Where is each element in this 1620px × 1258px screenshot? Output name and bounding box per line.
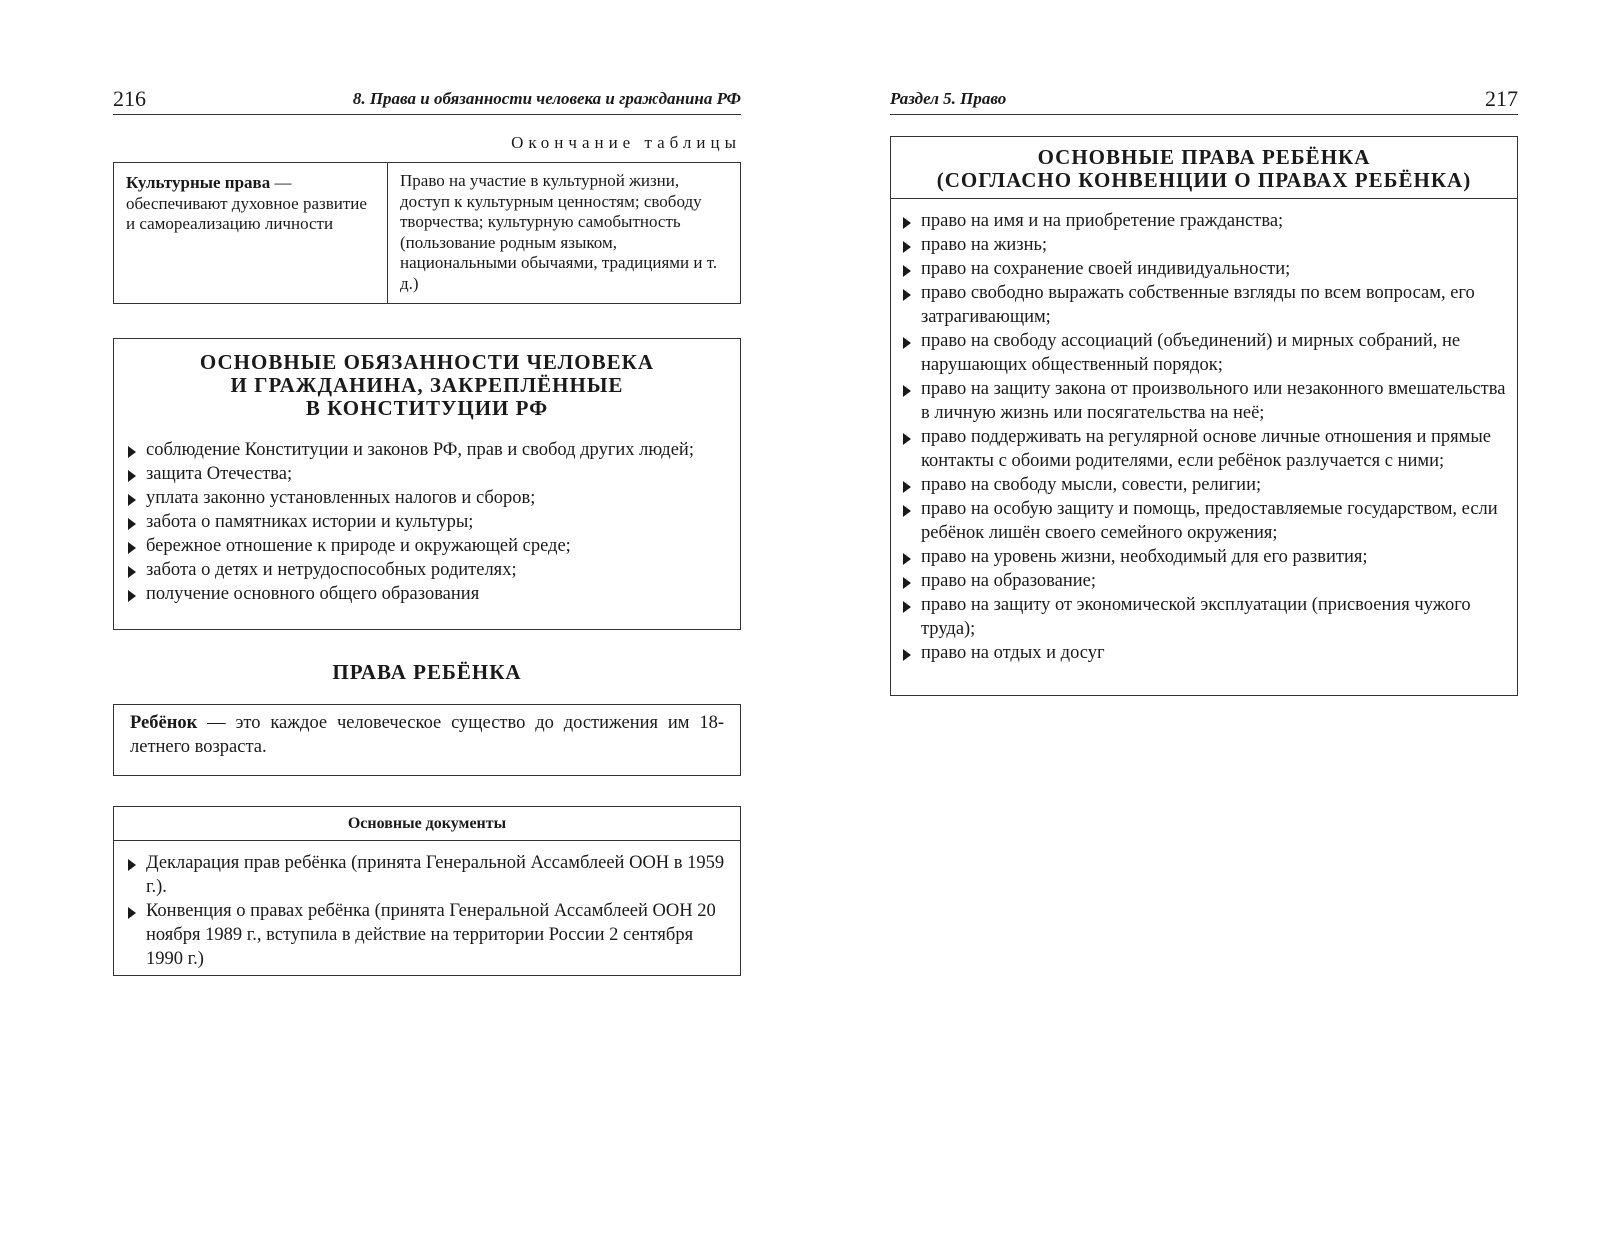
list-item xyxy=(126,510,728,534)
list-item-text: получение основного общего образования xyxy=(146,584,480,604)
bullet-triangle-icon xyxy=(128,859,136,871)
list-item xyxy=(901,593,1507,641)
left-page xyxy=(113,0,741,1258)
list-item-text: право на образование; xyxy=(921,571,1097,591)
bullet-triangle-icon xyxy=(903,289,911,301)
list-item-text: право на защиту от экономической эксплуатации (присвоения чужого труда); xyxy=(921,595,1471,639)
list-item xyxy=(901,473,1507,497)
list-item xyxy=(901,329,1507,377)
list-item xyxy=(901,425,1507,473)
list-item xyxy=(126,438,728,462)
bullet-triangle-icon xyxy=(128,494,136,506)
bullet-triangle-icon xyxy=(903,385,911,397)
bullet-triangle-icon xyxy=(903,553,911,565)
child-definition-term: Ребёнок xyxy=(130,713,198,733)
list-item xyxy=(901,233,1507,257)
bullet-triangle-icon xyxy=(903,505,911,517)
child-definition-box xyxy=(113,704,741,776)
bullet-triangle-icon xyxy=(128,907,136,919)
convention-rights-box xyxy=(890,136,1518,696)
bullet-triangle-icon xyxy=(128,470,136,482)
duties-list xyxy=(126,438,728,606)
duties-title-line: ОСНОВНЫЕ ОБЯЗАННОСТИ ЧЕЛОВЕКА xyxy=(199,350,655,374)
bullet-triangle-icon xyxy=(903,601,911,613)
child-definition-text: — это каждое человеческое существо до достижения им 18-летнего возраста. xyxy=(130,713,724,757)
bullet-triangle-icon xyxy=(903,217,911,229)
convention-title-line: ОСНОВНЫЕ ПРАВА РЕБЁНКА xyxy=(1037,145,1371,169)
table-continued-label: Окончание таблицы xyxy=(511,133,741,152)
bullet-triangle-icon xyxy=(128,542,136,554)
list-item-text: право поддерживать на регулярной основе личные отношения и прямые контакты с обоими родителями, если ребёнок разлучается с ними; xyxy=(921,427,1491,471)
bullet-triangle-icon xyxy=(128,446,136,458)
list-item-text: забота о памятниках истории и культуры; xyxy=(146,512,474,532)
cultural-rights-term: Культурные права xyxy=(126,173,271,192)
bullet-triangle-icon xyxy=(903,241,911,253)
list-item xyxy=(126,534,728,558)
list-item xyxy=(901,641,1507,665)
bullet-triangle-icon xyxy=(903,337,911,349)
list-item-text: Конвенция о правах ребёнка (принята Генеральной Ассамблеей ООН 20 ноября 1989 г., вступила в действие на территории России 2 сентября 1990 г.) xyxy=(146,901,716,969)
bullet-triangle-icon xyxy=(903,481,911,493)
list-item xyxy=(126,582,728,606)
list-item-text: Декларация прав ребёнка (принята Генеральной Ассамблеей ООН в 1959 г.). xyxy=(146,853,725,897)
convention-title-line: (СОГЛАСНО КОНВЕНЦИИ О ПРАВАХ РЕБЁНКА) xyxy=(936,168,1472,192)
bullet-triangle-icon xyxy=(128,566,136,578)
duties-title xyxy=(114,339,740,420)
list-item-text: уплата законно установленных налогов и сборов; xyxy=(146,488,536,508)
list-item-text: забота о детях и нетрудоспособных родителях; xyxy=(146,560,517,580)
list-item xyxy=(901,497,1507,545)
duties-title-line: В КОНСТИТУЦИИ РФ xyxy=(305,396,549,420)
list-item xyxy=(126,558,728,582)
list-item xyxy=(126,899,728,971)
list-item-text: право на свободу мысли, совести, религии; xyxy=(921,475,1262,495)
bullet-triangle-icon xyxy=(903,649,911,661)
documents-list xyxy=(126,851,728,971)
running-title: 8. Права и обязанности человека и гражданина РФ xyxy=(352,89,741,108)
list-item-text: право на отдых и досуг xyxy=(921,643,1105,663)
list-item xyxy=(126,486,728,510)
table-cell-content: Право на участие в культурной жизни, доступ к культурным ценностям; свободу творчества; культурную самобытность (пользование родным языком, национальными обычаями, традициями и т. д.) xyxy=(400,171,718,293)
list-item-text: право на имя и на приобретение гражданства; xyxy=(921,211,1284,231)
documents-box xyxy=(113,806,741,976)
duties-box xyxy=(113,338,741,630)
bullet-triangle-icon xyxy=(903,433,911,445)
convention-title xyxy=(891,137,1517,199)
list-item xyxy=(901,257,1507,281)
list-item xyxy=(901,209,1507,233)
list-item-text: право на свободу ассоциаций (объединений) и мирных собраний, не нарушающих общественный порядок; xyxy=(921,331,1461,375)
list-item xyxy=(901,281,1507,329)
bullet-triangle-icon xyxy=(128,518,136,530)
bullet-triangle-icon xyxy=(903,577,911,589)
list-item-text: право свободно выражать собственные взгляды по всем вопросам, его затрагивающим; xyxy=(921,283,1475,327)
cultural-rights-table xyxy=(113,162,741,304)
convention-rights-list xyxy=(901,209,1507,665)
child-rights-heading: ПРАВА РЕБЁНКА xyxy=(332,660,522,684)
table-cell-term xyxy=(114,163,388,303)
running-head-right xyxy=(890,86,1518,115)
list-item-text: право на защиту закона от произвольного или незаконного вмешательства в личную жизнь или посягательства на неё; xyxy=(921,379,1506,423)
list-item xyxy=(901,545,1507,569)
list-item-text: бережное отношение к природе и окружающей среде; xyxy=(146,536,571,556)
list-item-text: право на жизнь; xyxy=(921,235,1048,255)
duties-title-line: И ГРАЖДАНИНА, ЗАКРЕПЛЁННЫЕ xyxy=(230,373,624,397)
list-item-text: право на особую защиту и помощь, предоставляемые государством, если ребёнок лишён своего семейного окружения; xyxy=(921,499,1498,543)
list-item xyxy=(126,462,728,486)
cultural-rights-definition: — обеспечивают духовное развитие и самореализацию личности xyxy=(126,173,367,233)
list-item-text: право на сохранение своей индивидуальности; xyxy=(921,259,1291,279)
page-number: 217 xyxy=(1485,86,1518,111)
list-item-text: право на уровень жизни, необходимый для его развития; xyxy=(921,547,1368,567)
running-head-left xyxy=(113,86,741,115)
list-item-text: защита Отечества; xyxy=(146,464,293,484)
right-page xyxy=(890,0,1518,1258)
list-item xyxy=(901,569,1507,593)
list-item xyxy=(126,851,728,899)
page-number: 216 xyxy=(113,86,146,111)
list-item-text: соблюдение Конституции и законов РФ, прав и свобод других людей; xyxy=(146,440,694,460)
bullet-triangle-icon xyxy=(128,590,136,602)
list-item xyxy=(901,377,1507,425)
documents-header: Основные документы xyxy=(114,807,740,841)
running-title: Раздел 5. Право xyxy=(890,89,1007,108)
bullet-triangle-icon xyxy=(903,265,911,277)
